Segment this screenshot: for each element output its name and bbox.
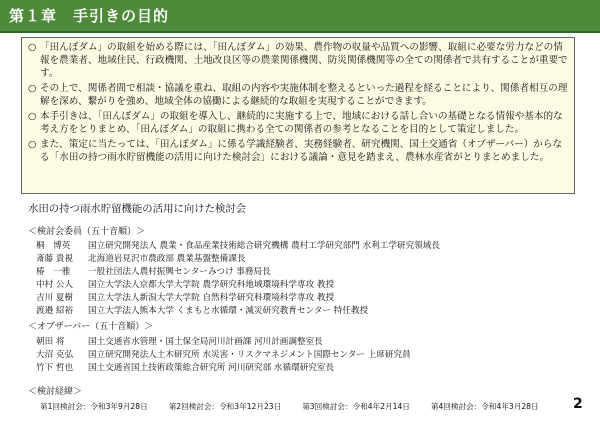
member-affiliation: 国立大学法人熊本大学 くまもと水循環・減災研究教育センター 特任教授	[88, 306, 369, 316]
purpose-paragraph	[28, 110, 568, 136]
member-affiliation: 国立大学法人新潟大学大学院 自然科学研究科環境科学専攻 教授	[88, 293, 335, 303]
member-affiliation: 国立大学法人京都大学大学院 農学研究科地域環境科学専攻 教授	[88, 280, 335, 290]
member-row	[36, 304, 368, 316]
paragraph-text: 本手引きは、「田んぼダム」の取組を導入し、継続的に実施する上で、地域における話し合いの基礎となる情報や基本的な考え方をとりまとめ、「田んぼダム」の取組に携わる全ての関係者の参考となることを目的として策定しました。	[40, 111, 563, 135]
member-name: 斎藤 貴視	[36, 254, 74, 264]
observer-name: 竹下 哲也	[36, 363, 74, 373]
purpose-box	[21, 37, 575, 194]
member-row	[36, 291, 334, 303]
member-row	[36, 239, 440, 251]
observer-affiliation: 国土交通省水管理・国土保全局河川計画課 河川計画調整室長	[88, 337, 323, 347]
purpose-paragraph	[28, 82, 568, 108]
member-name: 吉川 夏樹	[36, 293, 74, 303]
session-item: 第1回検討会：令和3年9月28日	[40, 402, 148, 411]
member-affiliation: 一般社団法人農村振興センターみつけ 事務局長	[88, 267, 271, 277]
purpose-paragraph	[28, 41, 568, 80]
observer-row	[36, 361, 334, 373]
session-item: 第4回検討会：令和4年3月28日	[430, 402, 539, 411]
bullet-circle: ○	[28, 83, 37, 94]
purpose-paragraph	[28, 138, 568, 164]
observers-heading: ＜オブザーバー（五十音順）＞	[28, 322, 154, 332]
members-heading: ＜検討会委員（五十音順）＞	[28, 227, 146, 237]
paragraph-text: 「田んぼダム」の取組を始める際には、「田んぼダム」の効果、農作物の収量や品質への影響、取組に必要な労力などの情報を農業者、地域住民、行政機関、土地改良区等の農業関係機関、防災関係機関等の全ての関係者で共有することが重要です。	[40, 42, 568, 79]
chapter-header	[0, 0, 600, 33]
observer-row	[36, 348, 411, 360]
member-affiliation: 国立研究開発法人 農業・食品産業技術総合研究機構 農村工学研究部門 水利工学研究領域長	[88, 241, 440, 251]
member-row	[36, 252, 245, 264]
member-name: 桐 博英	[36, 241, 71, 251]
history-heading: ＜検討経緯＞	[28, 387, 83, 397]
member-affiliation: 北海道岩見沢市農政部 農業基盤整備課長	[88, 254, 246, 264]
session-item: 第3回検討会：令和4年2月14日	[302, 402, 410, 411]
member-name: 椿 一雅	[36, 267, 71, 277]
member-row	[36, 278, 334, 290]
session-list	[40, 401, 539, 412]
chapter-title: 第１章 手引きの目的	[9, 7, 170, 25]
committee-title: 水田の持つ雨水貯留機能の活用に向けた検討会	[28, 203, 247, 215]
bullet-circle: ○	[28, 139, 37, 150]
observer-affiliation: 国立研究開発法人土木研究所 水災害・リスクマネジメント国際センター 上席研究員	[88, 350, 411, 360]
observer-name: 大沼 克弘	[36, 350, 74, 360]
observer-affiliation: 国土交通省国土技術政策総合研究所 河川研究部 水循環研究室長	[88, 363, 335, 373]
observer-name: 朝田 将	[36, 337, 65, 347]
paragraph-text: また、策定に当たっては、「田んぼダム」に係る学識経験者、実務経験者、研究機関、国土交通省（オブザーバー）からなる「水田の持つ雨水貯留機能の活用に向けた検討会」における議論・意見を踏まえ、農林水産省がとりまとめました。	[40, 139, 563, 163]
bullet-circle: ○	[28, 42, 37, 53]
bullet-circle: ○	[28, 111, 37, 122]
member-name: 渡邉 紹裕	[36, 306, 74, 316]
paragraph-text: その上で、関係者間で相談・協議を重ね、取組の内容や実施体制を整えるといった過程を経ることにより、関係者相互の理解を深め、繋がりを強め、地域全体の協働による継続的な取組を実現することができます。	[40, 83, 568, 107]
session-item: 第2回検討会：令和3年12月23日	[168, 402, 282, 411]
member-row	[36, 265, 271, 277]
member-name: 中村 公人	[36, 280, 74, 290]
page-number: 2	[573, 396, 583, 412]
observer-row	[36, 335, 323, 347]
